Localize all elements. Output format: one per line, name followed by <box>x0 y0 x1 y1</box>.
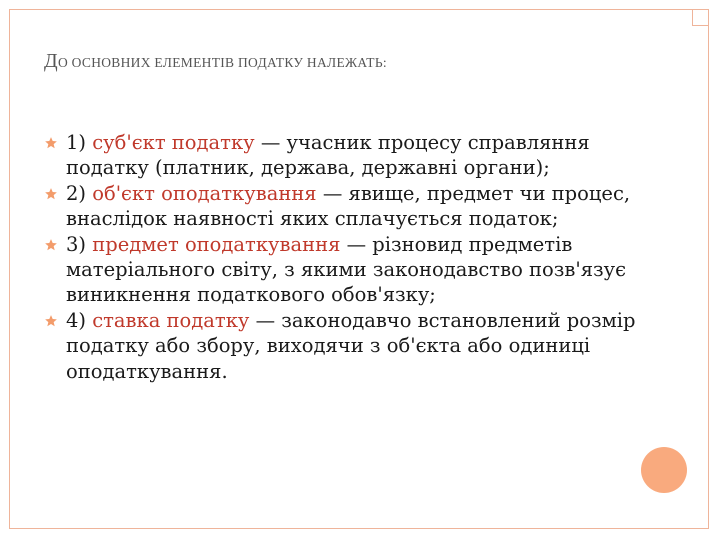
star-icon <box>44 314 58 328</box>
item-number: 4) <box>66 308 87 332</box>
item-text: — учасник процесу справляння податку (платник, держава, державні органи); <box>66 131 590 180</box>
slide-title <box>44 50 387 73</box>
item-number: 3) <box>66 232 87 256</box>
item-number: 2) <box>66 181 87 205</box>
star-icon <box>44 136 58 150</box>
list-item <box>44 130 654 181</box>
item-term: суб'єкт податку <box>92 131 255 154</box>
item-text: — законодавчо встановлений розмір податку або збору, виходячи з об'єкта або одиниці оподаткування. <box>66 308 636 383</box>
title-first-letter: Д <box>44 50 58 72</box>
bullet-list <box>44 130 654 384</box>
orange-circle-decoration <box>641 447 687 493</box>
item-term: об'єкт оподаткування <box>92 181 317 205</box>
frame-corner <box>692 10 708 26</box>
item-term: ставка податку <box>92 308 250 332</box>
item-text: — різновид предметів матеріального світу, з якими законодавство позв'язує виникнення податкового обов'язку; <box>66 232 627 307</box>
item-text: — явище, предмет чи процес, внаслідок наявності яких сплачується податок; <box>66 181 631 231</box>
item-term: предмет оподаткування <box>92 232 341 256</box>
star-icon <box>44 238 58 252</box>
item-number: 1) <box>66 131 87 154</box>
star-icon <box>44 187 58 201</box>
title-rest: О ОСНОВНИХ ЕЛЕМЕНТІВ ПОДАТКУ НАЛЕЖАТЬ: <box>57 55 387 70</box>
list-item <box>44 308 654 384</box>
list-item <box>44 232 654 308</box>
list-item <box>44 181 654 232</box>
